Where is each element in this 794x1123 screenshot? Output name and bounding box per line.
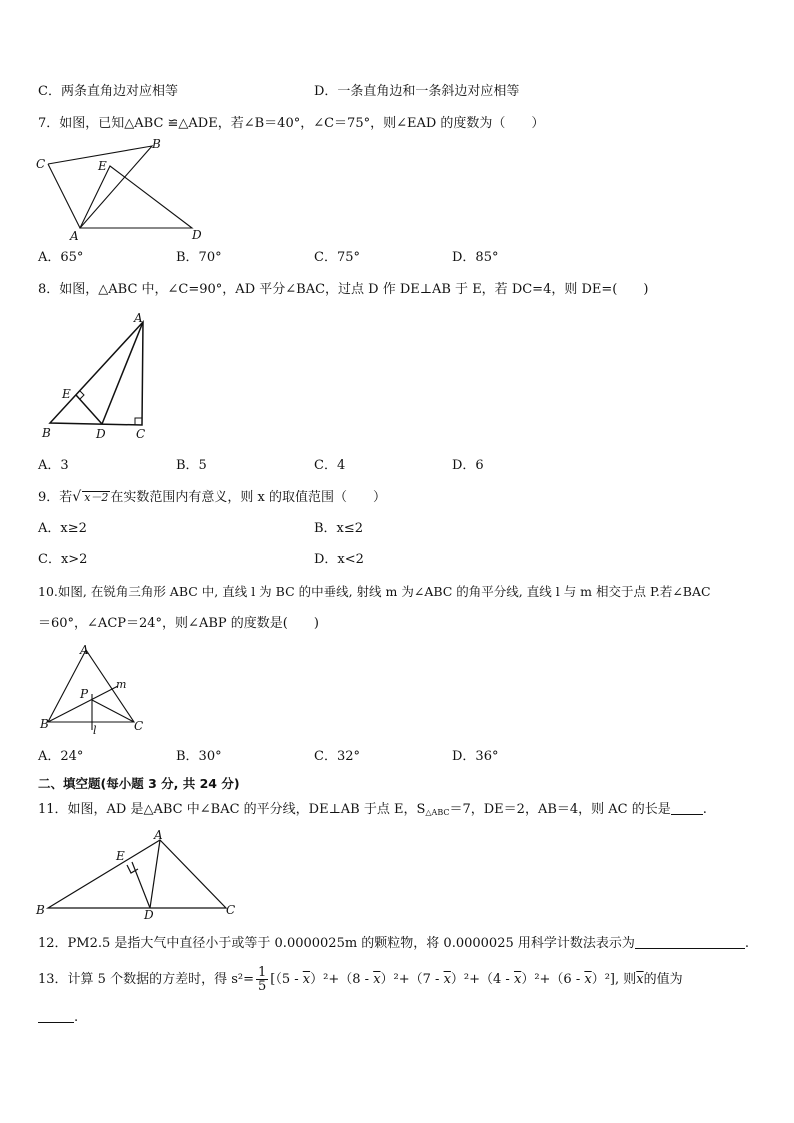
q11-label-c: C <box>226 903 236 917</box>
q13-body-7: 的值为 <box>643 972 683 987</box>
q11-stem-b: ＝7，DE＝2，AB＝4，则 AC 的长是 <box>449 802 671 817</box>
q13-body-2: ）²+（8 - <box>310 972 374 987</box>
q10-label-a: A <box>80 643 89 657</box>
q10-label-p: P <box>80 687 89 701</box>
q7-triangle-ade <box>80 166 192 228</box>
q9-option-d: D．x<2 <box>314 552 364 567</box>
q10-option-a: A．24° <box>38 749 84 764</box>
q10-segment-pc <box>92 700 134 722</box>
q12-stem <box>38 936 749 952</box>
q9-option-b: B．x≤2 <box>314 521 364 536</box>
q7-label-a: A <box>70 229 79 243</box>
q7-option-b: B．70° <box>176 250 222 265</box>
q9-stem <box>38 489 386 506</box>
q9-option-c: C．x>2 <box>38 552 88 567</box>
q8-label-b: B <box>42 426 51 440</box>
q13-stem <box>38 966 683 994</box>
q10-stem-line2: ＝60°，∠ACP＝24°，则∠ABP 的度数是( ) <box>38 616 319 631</box>
q11-segment-ad <box>150 840 160 908</box>
q8-label-a: A <box>134 311 143 325</box>
q8-option-d: D．6 <box>452 458 484 473</box>
q8-stem: 8．如图，△ABC 中，∠C=90°，AD 平分∠BAC，过点 D 作 DE⊥AB 于 E，若 DC=4，则 DE=( ) <box>38 282 649 297</box>
q10-label-m: m <box>116 678 127 691</box>
q9-prefix: 9．若 <box>38 490 73 505</box>
q13-xbar-6: $\overline{x}$ <box>636 972 644 987</box>
q8-right-angle-e <box>80 391 84 399</box>
q11-label-b: B <box>36 903 45 917</box>
q13-body-3: ）²+（7 - <box>380 972 444 987</box>
q11-segment-de <box>132 862 150 908</box>
q11-stem-a: 11．如图，AD 是△ABC 中∠BAC 的平分线，DE⊥AB 于点 E，S <box>38 802 426 817</box>
q12-answer-blank[interactable] <box>635 936 745 949</box>
q8-option-c: C．4 <box>314 458 346 473</box>
q7-label-d: D <box>192 228 202 242</box>
q10-figure <box>36 642 150 738</box>
q11-label-d: D <box>144 908 154 922</box>
q6-option-d: D．一条直角边和一条斜边对应相等 <box>314 84 520 99</box>
q9-suffix: 在实数范围内有意义，则 x 的取值范围（ ） <box>110 490 387 505</box>
q13-answer-blank[interactable] <box>38 1010 74 1023</box>
q10-label-c: C <box>134 719 144 733</box>
q8-label-d: D <box>96 427 106 441</box>
q11-figure <box>34 826 244 922</box>
q13-body-4: ）²+（4 - <box>450 972 514 987</box>
q7-option-a: A．65° <box>38 250 84 265</box>
q6-option-c: C．两条直角边对应相等 <box>38 84 178 99</box>
q8-triangle-abc <box>50 322 143 425</box>
q10-option-c: C．32° <box>314 749 360 764</box>
q8-figure <box>36 310 166 444</box>
q8-option-b: B．5 <box>176 458 207 473</box>
q10-label-b: B <box>40 717 49 731</box>
q7-label-c: C <box>36 157 46 171</box>
q13-answer-line <box>38 1010 78 1026</box>
q10-option-d: D．36° <box>452 749 499 764</box>
q9-radicand: x－2 <box>84 491 109 504</box>
q9-option-a: A．x≥2 <box>38 521 87 536</box>
q7-option-c: C．75° <box>314 250 360 265</box>
section2-title: 二、填空题(每小题 3 分, 共 24 分) <box>38 776 240 791</box>
q10-label-l: l <box>93 724 97 737</box>
q13-body-1: [（5 - <box>270 972 303 987</box>
q8-label-c: C <box>136 427 146 441</box>
q7-label-b: B <box>152 137 161 151</box>
q11-answer-blank[interactable] <box>671 802 703 815</box>
q8-segment-de <box>76 395 102 424</box>
q13-frac-den: 5 <box>258 979 267 994</box>
q13-fraction <box>256 966 268 993</box>
q8-right-angle-c <box>135 418 142 425</box>
q13-xbar-2: $\overline{x}$ <box>373 972 381 987</box>
q7-stem: 7．如图，已知△ABC ≌△ADE，若∠B＝40°，∠C＝75°，则∠EAD 的度数为（ ） <box>38 116 545 131</box>
q7-figure <box>30 136 210 244</box>
q13-xbar-4: $\overline{x}$ <box>513 972 522 987</box>
q12-stem-text: 12．PM2.5 是指大气中直径小于或等于 0.0000025m 的颗粒物，将 0.0000025 用科学计数法表示为 <box>38 936 635 951</box>
q7-option-d: D．85° <box>452 250 499 265</box>
q11-stem-end: . <box>702 802 707 817</box>
q11-label-a: A <box>154 828 163 842</box>
q13-xbar-1: $\overline{x}$ <box>302 972 311 987</box>
q10-stem-line1: 10.如图, 在锐角三角形 ABC 中, 直线 l 为 BC 的中垂线, 射线 m 为∠ABC 的角平分线, 直线 l 与 m 相交于点 P.若∠BAC <box>38 584 711 599</box>
q8-segment-ad <box>102 322 143 424</box>
q10-option-b: B．30° <box>176 749 222 764</box>
q13-prefix: 13．计算 5 个数据的方差时，得 s²= <box>38 972 254 987</box>
q9-sqrt-sign: √ <box>72 489 82 505</box>
q12-end: . <box>744 936 750 951</box>
q7-label-e: E <box>98 159 107 173</box>
q13-frac-num: 1 <box>258 965 267 980</box>
q11-stem <box>38 802 707 821</box>
q11-stem-sub: △ABC <box>425 808 450 817</box>
q11-label-e: E <box>116 849 125 863</box>
q13-end: . <box>74 1010 79 1025</box>
q13-xbar-5: $\overline{x}$ <box>584 972 592 987</box>
q8-option-a: A．3 <box>38 458 69 473</box>
q13-xbar-3: $\overline{x}$ <box>443 972 451 987</box>
q13-body-5: ）²+（6 - <box>521 972 585 987</box>
q8-label-e: E <box>62 387 71 401</box>
q13-body-6: ）²], 则 <box>591 972 637 987</box>
